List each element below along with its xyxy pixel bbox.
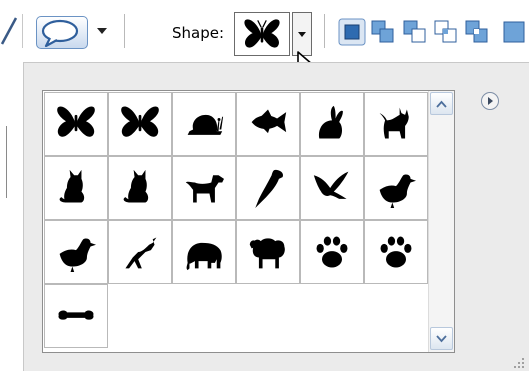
background-panel-edge xyxy=(0,60,23,371)
butterfly-icon xyxy=(55,104,97,144)
shape-cell[interactable] xyxy=(172,92,236,156)
resize-grip-icon[interactable] xyxy=(510,354,526,370)
chevron-down-icon xyxy=(297,31,307,39)
options-bar xyxy=(0,0,529,60)
speech-bubble-icon xyxy=(40,19,84,47)
new-layer-icon[interactable] xyxy=(338,18,366,46)
shape-cell[interactable] xyxy=(172,156,236,220)
parrot-icon xyxy=(247,168,289,208)
divider xyxy=(6,126,7,198)
scroll-up-button[interactable] xyxy=(430,92,453,115)
fish-icon xyxy=(247,104,289,144)
elephant-icon xyxy=(183,232,225,272)
shape-cell[interactable] xyxy=(44,156,108,220)
paw-print-icon xyxy=(375,232,417,272)
shape-grid-frame xyxy=(42,90,455,353)
toolbar-separator xyxy=(324,14,325,48)
butterfly-icon xyxy=(119,104,161,144)
intersect-area-icon[interactable] xyxy=(432,18,460,46)
duck-icon xyxy=(375,168,417,208)
shape-grid-scrollbar[interactable] xyxy=(428,91,454,352)
chevron-up-icon xyxy=(436,100,447,108)
shape-cell[interactable] xyxy=(172,220,236,284)
shape-cell[interactable] xyxy=(300,156,364,220)
tool-dropdown-arrow-icon[interactable] xyxy=(96,26,108,36)
panel-menu-icon[interactable] xyxy=(480,91,500,111)
shape-cell[interactable] xyxy=(108,156,172,220)
shape-cell[interactable] xyxy=(44,92,108,156)
bird-icon xyxy=(311,168,353,208)
selected-shape-swatch[interactable] xyxy=(234,12,290,56)
duck-icon xyxy=(55,232,97,272)
shape-cell[interactable] xyxy=(364,156,428,220)
cat-icon xyxy=(119,168,161,208)
shape-cell[interactable] xyxy=(236,156,300,220)
subtract-area-icon[interactable] xyxy=(401,18,429,46)
shape-cell[interactable] xyxy=(300,220,364,284)
cat-icon xyxy=(375,104,417,144)
snail-icon xyxy=(183,104,225,144)
shape-cell[interactable] xyxy=(300,92,364,156)
shape-cell[interactable] xyxy=(364,92,428,156)
toolbar-separator xyxy=(124,14,125,48)
deer-icon xyxy=(119,232,161,272)
exclude-area-icon[interactable] xyxy=(463,18,491,46)
add-area-icon[interactable] xyxy=(369,18,397,46)
shape-cell[interactable] xyxy=(236,92,300,156)
custom-shape-tool-button[interactable] xyxy=(36,16,88,49)
shape-cell[interactable] xyxy=(236,220,300,284)
shape-cell[interactable] xyxy=(364,220,428,284)
shape-cell[interactable] xyxy=(108,92,172,156)
rabbit-icon xyxy=(311,104,353,144)
partial-tool-icon[interactable] xyxy=(500,18,528,46)
chevron-down-icon xyxy=(436,335,447,343)
cat-icon xyxy=(55,168,97,208)
shape-cell[interactable] xyxy=(44,220,108,284)
scroll-down-button[interactable] xyxy=(430,327,453,350)
shape-label: Shape: xyxy=(172,24,225,42)
shape-grid xyxy=(44,92,428,348)
shape-cell[interactable] xyxy=(108,220,172,284)
butterfly-icon xyxy=(242,17,282,51)
paw-print-icon xyxy=(311,232,353,272)
bone-icon xyxy=(55,296,97,336)
line-tool-icon[interactable] xyxy=(0,14,40,48)
sheep-icon xyxy=(247,232,289,272)
dog-icon xyxy=(183,168,225,208)
shape-cell[interactable] xyxy=(44,284,108,348)
